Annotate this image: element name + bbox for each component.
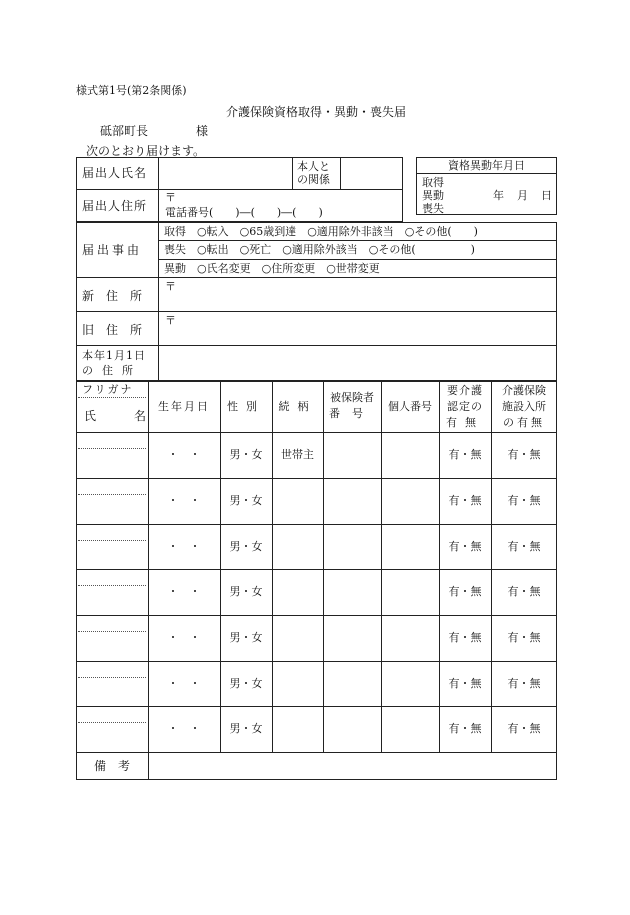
individual-number-field[interactable] — [383, 617, 437, 659]
form-number: 様式第1号(第2条関係) — [76, 84, 187, 97]
birth-date[interactable]: ・ ・ — [167, 494, 201, 507]
facility-choice[interactable]: 有・無 — [507, 494, 541, 507]
care-choice[interactable]: 有・無 — [448, 585, 482, 598]
old-address-field[interactable] — [178, 314, 554, 343]
new-address-field[interactable] — [178, 280, 554, 309]
furigana-field[interactable] — [78, 480, 146, 493]
name-field[interactable] — [78, 587, 146, 613]
header-relation: 続柄 — [278, 400, 317, 413]
applicant-name-field[interactable] — [160, 159, 290, 187]
sex-choice[interactable]: 男・女 — [229, 540, 263, 553]
change-date-header: 資格異動年月日 — [448, 159, 525, 172]
sex-choice[interactable]: 男・女 — [229, 722, 263, 735]
care-choice[interactable]: 有・無 — [448, 494, 482, 507]
jan1-address-label-1: 本年1月1日 — [82, 349, 146, 362]
jan1-address-field[interactable] — [162, 348, 554, 379]
sex-choice[interactable]: 男・女 — [229, 494, 263, 507]
header-care-2: 認定の — [447, 400, 483, 413]
name-field[interactable] — [78, 496, 146, 522]
insured-number-field[interactable] — [325, 708, 379, 750]
applicant-address-field[interactable] — [178, 191, 400, 219]
facility-choice[interactable]: 有・無 — [507, 722, 541, 735]
intro-text: 次のとおり届けます。 — [86, 144, 206, 158]
individual-number-field[interactable] — [383, 571, 437, 613]
sex-choice[interactable]: 男・女 — [229, 585, 263, 598]
insured-number-field[interactable] — [325, 526, 379, 568]
birth-date[interactable]: ・ ・ — [167, 585, 201, 598]
applicant-name-label: 届出人氏名 — [82, 166, 148, 180]
header-name: 氏名 — [84, 409, 185, 423]
old-address-label: 旧住所 — [82, 323, 155, 337]
header-facility-1: 介護保険 — [502, 384, 546, 397]
furigana-field[interactable] — [78, 663, 146, 676]
sex-choice[interactable]: 男・女 — [229, 631, 263, 644]
jan1-address-label-2: の住所 — [82, 364, 142, 377]
facility-choice[interactable]: 有・無 — [507, 631, 541, 644]
day-label: 日 — [541, 189, 552, 202]
reason-lose-row[interactable]: 喪失 ○転出 ○死亡 ○適用除外該当 ○その他( ) — [164, 243, 475, 256]
facility-choice[interactable]: 有・無 — [507, 540, 541, 553]
reason-acquire-row[interactable]: 取得 ○転入 ○65歳到達 ○適用除外非該当 ○その他( ) — [164, 225, 478, 238]
furigana-field[interactable] — [78, 571, 146, 584]
phone-label: 電話番号( )―( )―( ) — [165, 206, 323, 219]
remarks-label: 備考 — [94, 759, 143, 773]
insured-number-field[interactable] — [325, 480, 379, 522]
header-insured-2: 番号 — [329, 407, 375, 420]
birth-date[interactable]: ・ ・ — [167, 448, 201, 461]
facility-choice[interactable]: 有・無 — [507, 585, 541, 598]
name-field[interactable] — [78, 633, 146, 659]
insured-number-field[interactable] — [325, 434, 379, 476]
individual-number-field[interactable] — [383, 708, 437, 750]
name-field[interactable] — [78, 724, 146, 750]
care-choice[interactable]: 有・無 — [448, 631, 482, 644]
old-address-postal: 〒 — [165, 314, 176, 327]
year-label: 年 — [493, 189, 504, 202]
header-facility-3: の有無 — [503, 416, 545, 429]
facility-choice[interactable]: 有・無 — [507, 448, 541, 461]
header-facility-2: 施設入所 — [502, 400, 546, 413]
header-care-1: 要介護 — [447, 384, 483, 397]
name-field[interactable] — [78, 679, 146, 705]
birth-date[interactable]: ・ ・ — [167, 631, 201, 644]
furigana-field[interactable] — [78, 708, 146, 721]
change-label: 異動 — [422, 189, 444, 202]
sex-choice[interactable]: 男・女 — [229, 448, 263, 461]
care-choice[interactable]: 有・無 — [448, 448, 482, 461]
furigana-field[interactable] — [78, 434, 146, 447]
individual-number-field[interactable] — [383, 663, 437, 705]
insured-number-field[interactable] — [325, 663, 379, 705]
lose-label: 喪失 — [422, 202, 444, 215]
header-insured-1: 被保険者 — [330, 391, 374, 404]
addressee: 砥部町長 — [100, 124, 149, 138]
birth-date[interactable]: ・ ・ — [167, 677, 201, 690]
care-choice[interactable]: 有・無 — [448, 540, 482, 553]
individual-number-field[interactable] — [383, 434, 437, 476]
applicant-address-label: 届出人住所 — [82, 199, 148, 213]
birth-date[interactable]: ・ ・ — [167, 540, 201, 553]
reason-change-row[interactable]: 異動 ○氏名変更 ○住所変更 ○世帯変更 — [164, 262, 380, 275]
header-individual: 個人番号 — [388, 400, 432, 413]
relation-field[interactable] — [342, 159, 400, 187]
header-care-3: 有無 — [446, 416, 484, 429]
insured-number-field[interactable] — [325, 571, 379, 613]
new-address-label: 新住所 — [82, 289, 155, 303]
care-choice[interactable]: 有・無 — [448, 722, 482, 735]
reason-label: 届出事由 — [82, 243, 143, 257]
furigana-field[interactable] — [78, 526, 146, 539]
furigana-field[interactable] — [78, 617, 146, 630]
sex-choice[interactable]: 男・女 — [229, 677, 263, 690]
header-furigana: フリガナ — [82, 383, 134, 396]
header-birth: 生年月日 — [158, 400, 210, 413]
acquire-label: 取得 — [422, 176, 444, 189]
birth-date[interactable]: ・ ・ — [167, 722, 201, 735]
honorific: 様 — [196, 124, 209, 138]
header-sex: 性別 — [227, 400, 265, 413]
relation-label-1: 本人と — [297, 160, 330, 173]
individual-number-field[interactable] — [383, 480, 437, 522]
individual-number-field[interactable] — [383, 526, 437, 568]
postal-mark: 〒 — [165, 191, 176, 204]
facility-choice[interactable]: 有・無 — [507, 677, 541, 690]
relation-label-2: の関係 — [297, 173, 330, 186]
month-label: 月 — [517, 189, 528, 202]
form-title: 介護保険資格取得・異動・喪失届 — [226, 105, 407, 119]
name-field[interactable] — [78, 450, 146, 476]
insured-number-field[interactable] — [325, 617, 379, 659]
remarks-field[interactable] — [150, 754, 554, 778]
care-choice[interactable]: 有・無 — [448, 677, 482, 690]
relation-value[interactable]: 世帯主 — [281, 448, 314, 461]
name-field[interactable] — [78, 542, 146, 568]
new-address-postal: 〒 — [165, 280, 176, 293]
